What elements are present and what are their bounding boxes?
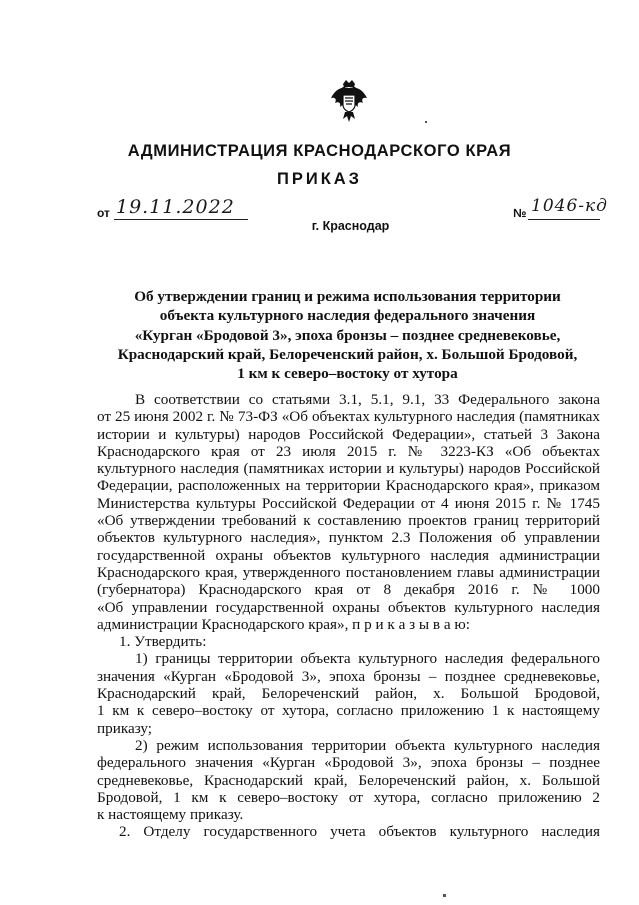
body-line: (губернатора) Краснодарского края от 8 декабря 2016 г. № 1000: [97, 581, 600, 599]
body-line: Министерства культуры Российской Федерации от 4 июня 2015 г. № 1745: [97, 494, 600, 512]
body-line: средневековье, Краснодарский край, Белореченский район, х. Большой: [97, 771, 600, 789]
body-line: 2) режим использования территории объекта культурного наследия: [135, 736, 600, 754]
body-line: «Об утверждении требований к составлению проектов границ территорий: [97, 512, 600, 530]
scan-speck: [425, 121, 427, 123]
body-line: приказу;: [97, 719, 153, 737]
scan-speck: [443, 894, 446, 897]
body-line: к настоящему приказу.: [97, 806, 244, 824]
body-line: культурного наследия (памятниках истории и культуры) народов Российской: [97, 460, 600, 478]
body-line: В соответствии со статьями 3.1, 5.1, 9.1, 33 Федерального закона: [135, 391, 600, 408]
document-type: ПРИКАЗ: [276, 170, 363, 188]
title-line: Об утверждении границ и режима использования территории: [134, 288, 561, 305]
body-line: 1) границы территории объекта культурного наследия федерального: [135, 650, 600, 668]
date-label: от: [97, 206, 110, 220]
body-line: Краснодарский край, Белореченский район, х. Большой Бродовой,: [97, 685, 600, 703]
body-line: объектов культурного наследия», пунктом 2.3 Положения об управлении: [97, 529, 600, 547]
body-line: Бродовой, 1 км к северо–востоку от хутора, согласно приложению 2: [97, 788, 600, 806]
organization-name: АДМИНИСТРАЦИЯ КРАСНОДАРСКОГО КРАЯ: [127, 142, 512, 160]
body-line: значения «Курган «Бродовой 3», эпоха бронзы – позднее средневековье,: [97, 667, 600, 685]
document-body: [97, 391, 600, 841]
number-label: №: [513, 206, 527, 220]
body-line: истории и культуры) народов Российской Федерации», статьей 3 Закона: [97, 425, 600, 443]
date-handwritten: 19.11.2022: [116, 196, 235, 218]
body-line: 1. Утвердить:: [119, 633, 207, 651]
city-label: г. Краснодар: [311, 219, 390, 233]
body-line: «Об управлении государственной охраны объектов культурного наследия: [97, 598, 600, 616]
body-line: администрации Краснодарского края», п р и к а з ы в а ю:: [97, 615, 470, 633]
document-title: [100, 287, 595, 383]
body-line: от 25 июня 2002 г. № 73-ФЗ «Об объектах культурного наследия (памятниках: [97, 408, 600, 426]
title-line: 1 км к северо–востоку от хутора: [237, 365, 458, 383]
title-line: объекта культурного наследия федерального значения: [159, 307, 536, 325]
coat-of-arms-emblem: [329, 78, 369, 124]
body-line: 1 км к северо–востоку от хутора, согласно приложению 1 к настоящему: [97, 702, 600, 720]
number-handwritten: 1046-кд: [531, 196, 608, 216]
body-line: федерального значения «Курган «Бродовой 3», эпоха бронзы – позднее: [97, 754, 600, 772]
body-line: Краснодарского края от 23 июля 2015 г. № 3223-КЗ «Об объектах: [97, 442, 600, 460]
body-line: Федерации, расположенных на территории Краснодарского края», приказом: [97, 477, 600, 495]
body-line: 2. Отделу государственного учета объектов культурного наследия: [119, 823, 600, 841]
title-line: «Курган «Бродовой 3», эпоха бронзы – позднее средневековье,: [134, 326, 561, 344]
body-line: Краснодарского края, утвержденного постановлением главы администрации: [97, 563, 600, 581]
title-line: Краснодарский край, Белореченский район, х. Большой Бродовой,: [117, 345, 578, 363]
body-line: государственной охраны объектов культурного наследия администрации: [97, 546, 600, 564]
